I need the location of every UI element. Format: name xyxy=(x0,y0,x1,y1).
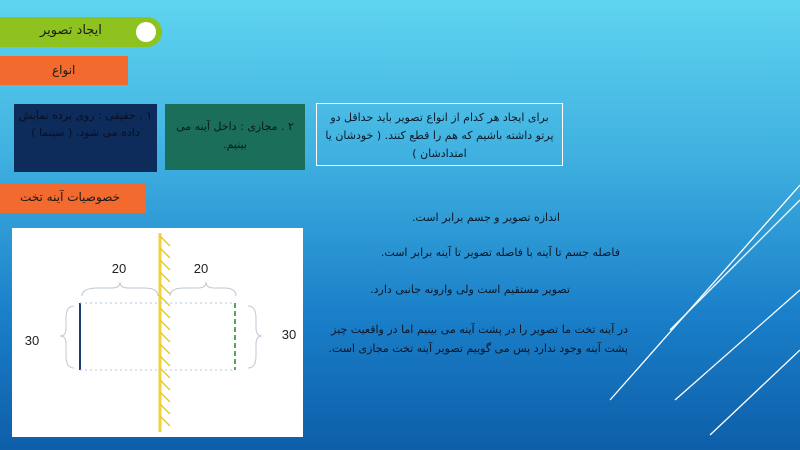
circle-icon xyxy=(136,22,156,42)
real-image-box: ۱ . حقیقی : روی پرده نمایش داده می شود. ( سینما ) xyxy=(14,104,157,172)
side-brace-right xyxy=(248,306,262,368)
types-label: انواع xyxy=(52,63,76,77)
property-2: فاصله جسم تا آینه با فاصله تصویر تا آینه برابر است. xyxy=(380,246,620,259)
height-label-right: 30 xyxy=(281,327,297,342)
property-3: تصویر مستقیم است ولی وارونه جانبی دارد. xyxy=(370,283,570,296)
distance-label-left: 20 xyxy=(111,261,127,276)
top-brace-left xyxy=(82,282,158,296)
rays-note-box: برای ایجاد هر کدام از انواع تصویر باید حداقل دو پرتو داشته باشیم که هم را قطع کنند. ( خودشان یا امتدادشان ) xyxy=(316,103,563,166)
property-1: اندازه تصویر و جسم برابر است. xyxy=(411,211,560,224)
slide-title: ایجاد تصویر xyxy=(40,23,102,38)
property-4: در آینه تخت ما تصویر را در پشت آینه می بینیم اما در واقعیت چیز پشت آینه وجود ندارد پس می گوییم تصویر آینه تخت مجازی است. xyxy=(328,323,628,355)
side-brace-left xyxy=(60,306,74,368)
title-banner xyxy=(0,17,162,47)
height-label-left: 30 xyxy=(24,333,40,348)
decorative-lines xyxy=(560,180,800,450)
properties-label-box xyxy=(0,183,146,213)
top-brace-right xyxy=(170,282,236,296)
types-label-box xyxy=(0,56,128,85)
virtual-image-box: ۲ . مجازی : داخل آینه می بینیم. xyxy=(165,104,305,170)
mirror-diagram xyxy=(12,228,303,437)
mirror-diagram-svg xyxy=(12,228,303,437)
distance-label-right: 20 xyxy=(193,261,209,276)
properties-label: خصوصیات آینه تخت xyxy=(20,190,121,204)
